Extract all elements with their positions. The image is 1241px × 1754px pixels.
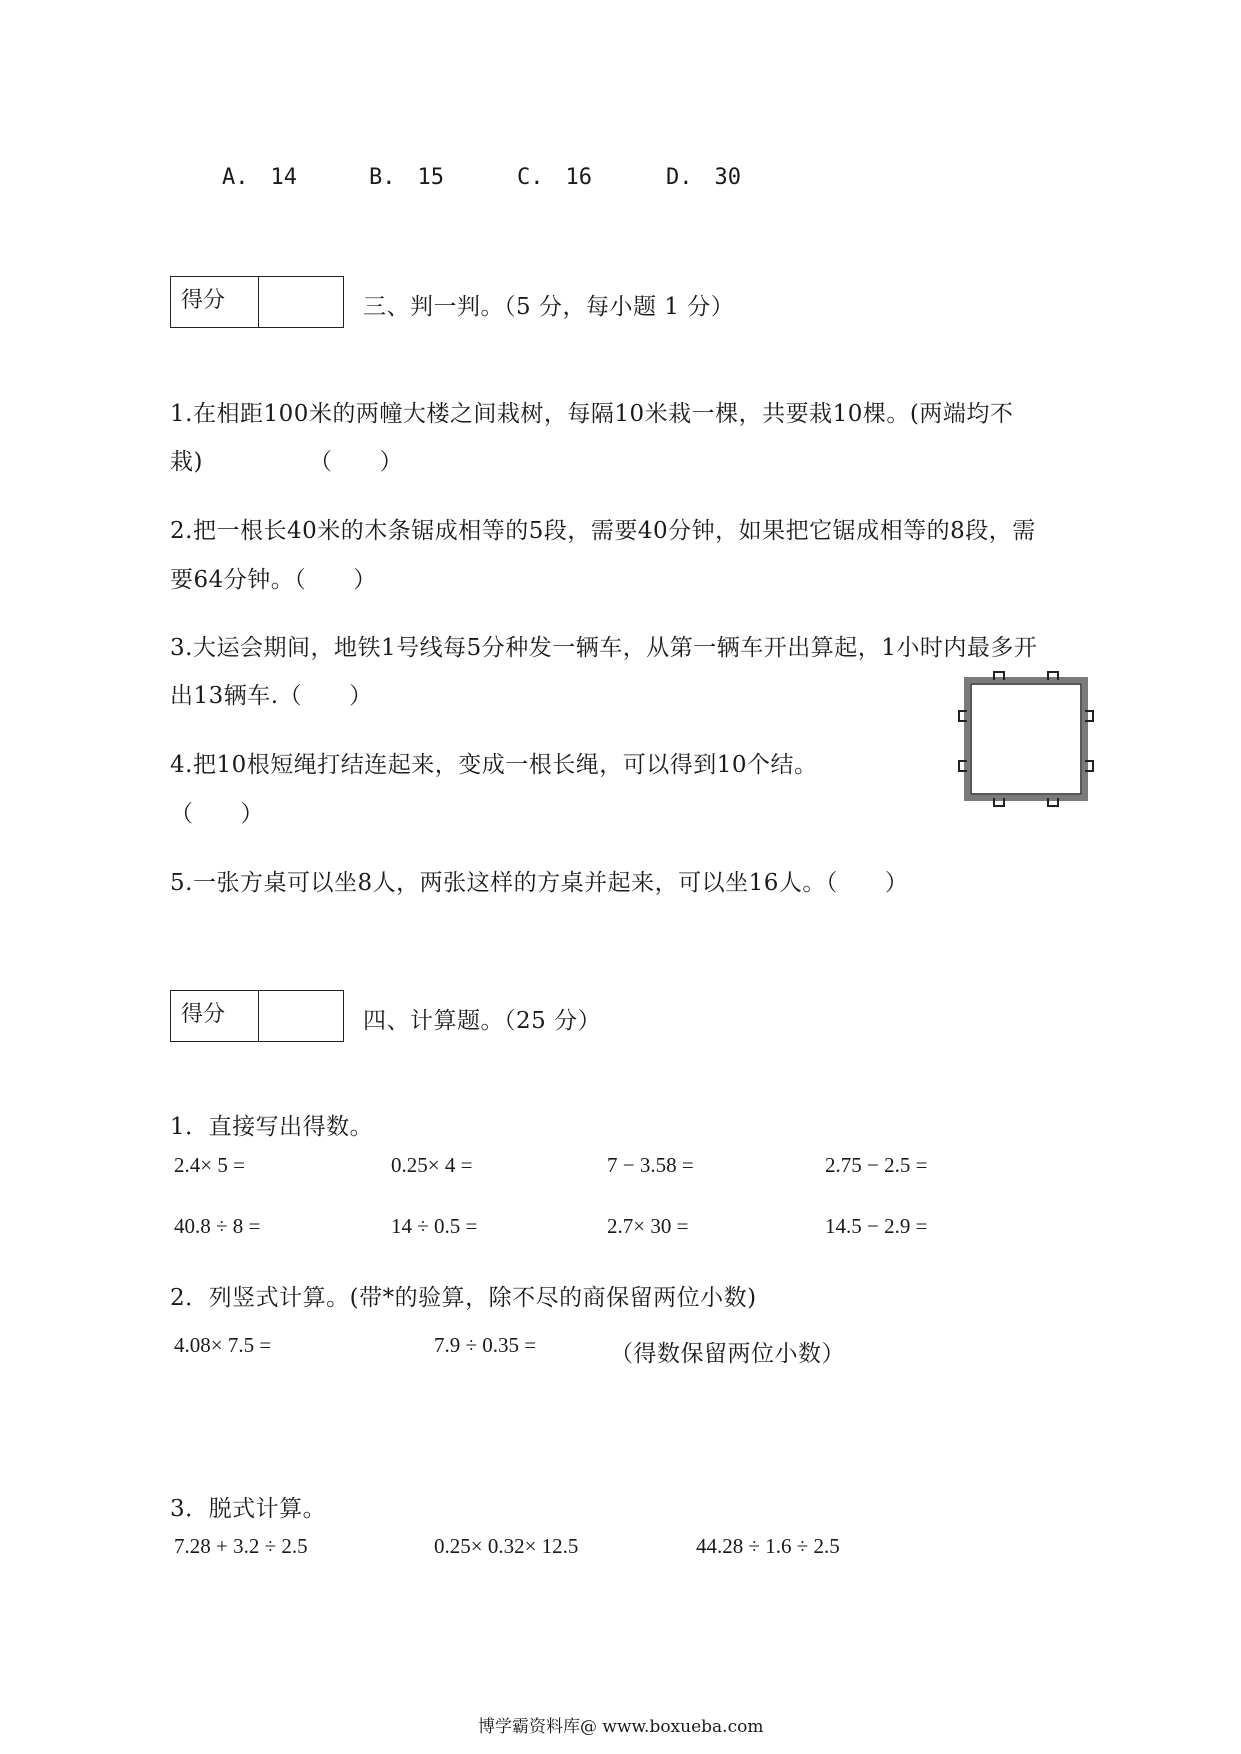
option-b: B. 15 [369, 165, 444, 190]
q2-title: 2．列竖式计算。(带*的验算，除不尽的商保留两位小数) [170, 1285, 757, 1311]
judge-item-1-line2: 栽) （ ） [170, 449, 403, 475]
score-blank-2[interactable] [259, 991, 343, 1041]
q1-title: 1．直接写出得数。 [170, 1114, 374, 1140]
judge-item-1-line1: 1.在相距100米的两幢大楼之间栽树，每隔10米栽一棵，共要栽10棵。(两端均不 [170, 401, 1014, 427]
section-3-title: 三、判一判。（5 分，每小题 1 分） [363, 294, 735, 320]
judge-item-5: 5.一张方桌可以坐8人，两张这样的方桌并起来，可以坐16人。（ ） [170, 870, 909, 896]
q2-note: （得数保留两位小数） [610, 1341, 845, 1367]
judge-item-4-line1: 4.把10根短绳打结连起来，变成一根长绳，可以得到10个结。 [170, 752, 818, 778]
square-table-figure [952, 665, 1102, 815]
option-d: D. 30 [666, 165, 741, 190]
judge-item-4-line2: （ ） [170, 801, 264, 827]
score-label-2: 得分 [171, 991, 259, 1041]
q3-expr: 0.25× 0.32× 12.5 [434, 1534, 579, 1558]
q2-expr: 7.9 ÷ 0.35 = [434, 1333, 537, 1357]
table-outline [967, 680, 1085, 798]
q1-expr: 40.8 ÷ 8 = [174, 1214, 261, 1238]
judge-item-2-line2: 要64分钟。（ ） [170, 567, 377, 593]
judge-item-2-line1: 2.把一根长40米的木条锯成相等的5段，需要40分钟，如果把它锯成相等的8段，需 [170, 518, 1036, 544]
section-4-title: 四、计算题。（25 分） [363, 1008, 602, 1034]
option-c: C. 16 [517, 165, 592, 190]
q2-expr: 4.08× 7.5 = [174, 1333, 272, 1357]
judge-item-3-line1: 3.大运会期间，地铁1号线每5分种发一辆车，从第一辆车开出算起，1小时内最多开 [170, 635, 1038, 661]
q3-expr: 44.28 ÷ 1.6 ÷ 2.5 [696, 1534, 840, 1558]
score-label: 得分 [171, 277, 259, 327]
score-box-2 [170, 990, 344, 1042]
q1-expr: 2.7× 30 = [607, 1214, 689, 1238]
q1-expr: 14 ÷ 0.5 = [391, 1214, 478, 1238]
option-a: A. 14 [222, 165, 297, 190]
q1-expr: 7 − 3.58 = [607, 1153, 694, 1177]
q1-expr: 2.75 − 2.5 = [825, 1153, 928, 1177]
q1-expr: 14.5 − 2.9 = [825, 1214, 928, 1238]
q3-title: 3．脱式计算。 [170, 1496, 327, 1522]
footer-watermark: 博学霸资料库@ www.boxueba.com [478, 1717, 764, 1737]
q1-expr: 2.4× 5 = [174, 1153, 245, 1177]
q3-expr: 7.28 + 3.2 ÷ 2.5 [174, 1534, 308, 1558]
judge-item-3-line2: 出13辆车.（ ） [170, 683, 373, 709]
q1-expr: 0.25× 4 = [391, 1153, 473, 1177]
score-blank[interactable] [259, 277, 343, 327]
score-box [170, 276, 344, 328]
